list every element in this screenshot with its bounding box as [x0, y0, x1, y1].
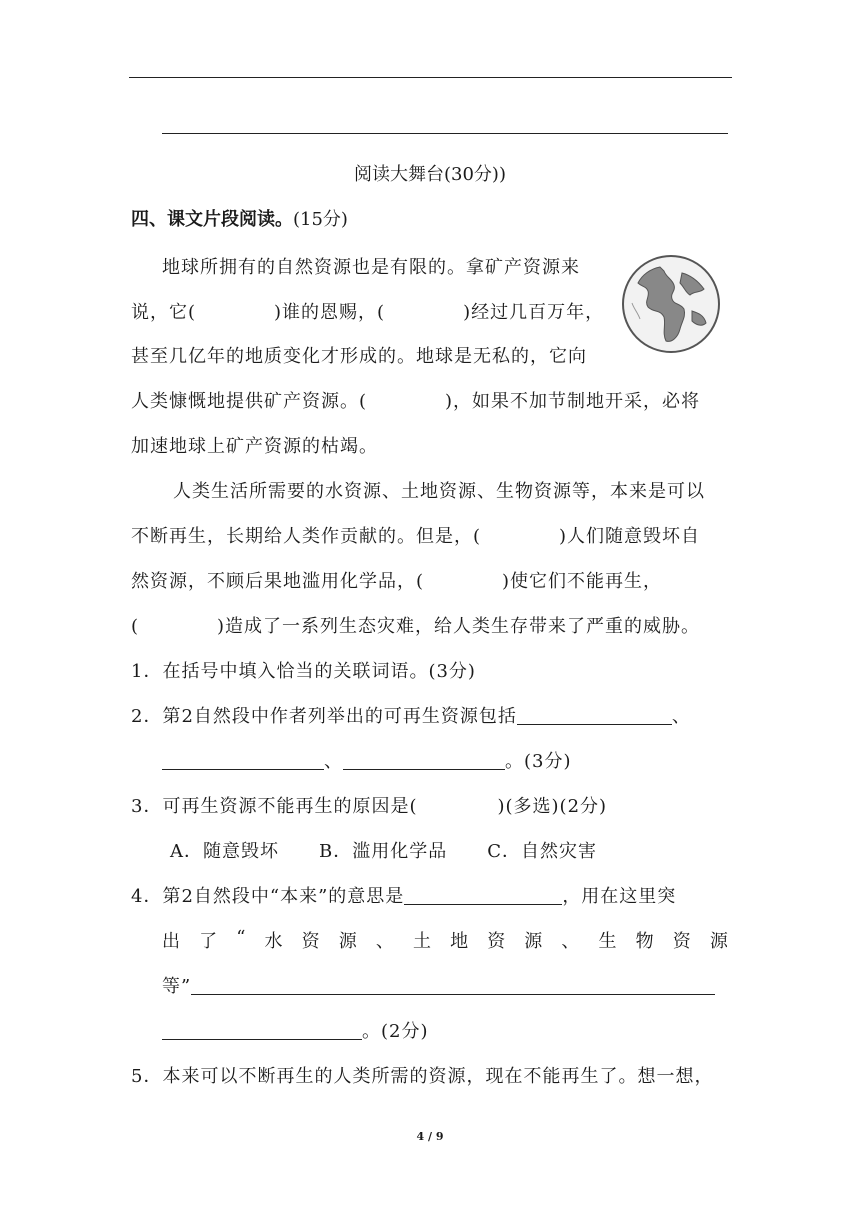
answer-blank[interactable] [191, 976, 715, 995]
answer-line [162, 133, 728, 134]
passage-line: 说，它( )谁的恩赐，( )经过几百万年， [131, 302, 605, 323]
question-3-options [170, 837, 597, 863]
question-5: 5．本来可以不断再生的人类所需的资源，现在不能再生了。想一想， [131, 1066, 714, 1087]
passage-line: 然资源，不顾后果地滥用化学品，( )使它们不能再生， [131, 571, 663, 592]
answer-blank[interactable] [404, 886, 562, 905]
passage-line: 加速地球上矿产资源的枯竭。 [131, 436, 378, 457]
answer-blank[interactable] [162, 1021, 362, 1040]
section-title-text: 四、课文片段阅读。 [131, 209, 293, 230]
option-a[interactable]: A．随意毁坏 [170, 841, 279, 862]
passage-line: 人类慷慨地提供矿产资源。( )，如果不加节制地开采，必将 [131, 391, 701, 412]
option-c[interactable]: C．自然灾害 [487, 841, 598, 862]
section-heading: 阅读大舞台(30分)) [354, 164, 506, 185]
answer-blank[interactable] [517, 706, 672, 725]
answer-blank[interactable] [343, 751, 505, 770]
question-4-cont2: 。(2分) [162, 1017, 429, 1043]
question-4-spread: 出 了 “ 水 资 源 、 土 地 资 源 、 生 物 资 源 [162, 927, 728, 952]
answer-blank[interactable] [162, 751, 324, 770]
globe-icon [620, 253, 722, 355]
page-number: 4 / 9 [416, 1130, 444, 1143]
header-rule [129, 77, 732, 78]
passage-line: ( )造成了一系列生态灾难，给人类生存带来了严重的威胁。 [131, 616, 701, 637]
section-score: (15分) [293, 209, 348, 230]
question-2-cont: 、 。(3分) [162, 747, 572, 773]
passage-line: 不断再生，长期给人类作贡献的。但是，( )人们随意毁坏自 [131, 526, 701, 547]
passage-line: 甚至几亿年的地质变化才形成的。地球是无私的，它向 [131, 346, 587, 367]
question-2: 2．第2自然段中作者列举出的可再生资源包括 、 [131, 706, 691, 727]
question-1: 1．在括号中填入恰当的关联词语。(3分) [131, 661, 476, 682]
passage-line: 人类生活所需要的水资源、土地资源、生物资源等，本来是可以 [173, 481, 705, 502]
option-b[interactable]: B．滥用化学品 [319, 841, 448, 862]
question-4: 4．第2自然段中“本来”的意思是 ，用在这里突 [131, 886, 677, 907]
passage-line: 地球所拥有的自然资源也是有限的。拿矿产资源来 [162, 257, 580, 278]
section-title [131, 205, 348, 231]
question-3: 3．可再生资源不能再生的原因是( )(多选)(2分) [131, 796, 608, 817]
question-4-cont: 等” [162, 972, 715, 998]
